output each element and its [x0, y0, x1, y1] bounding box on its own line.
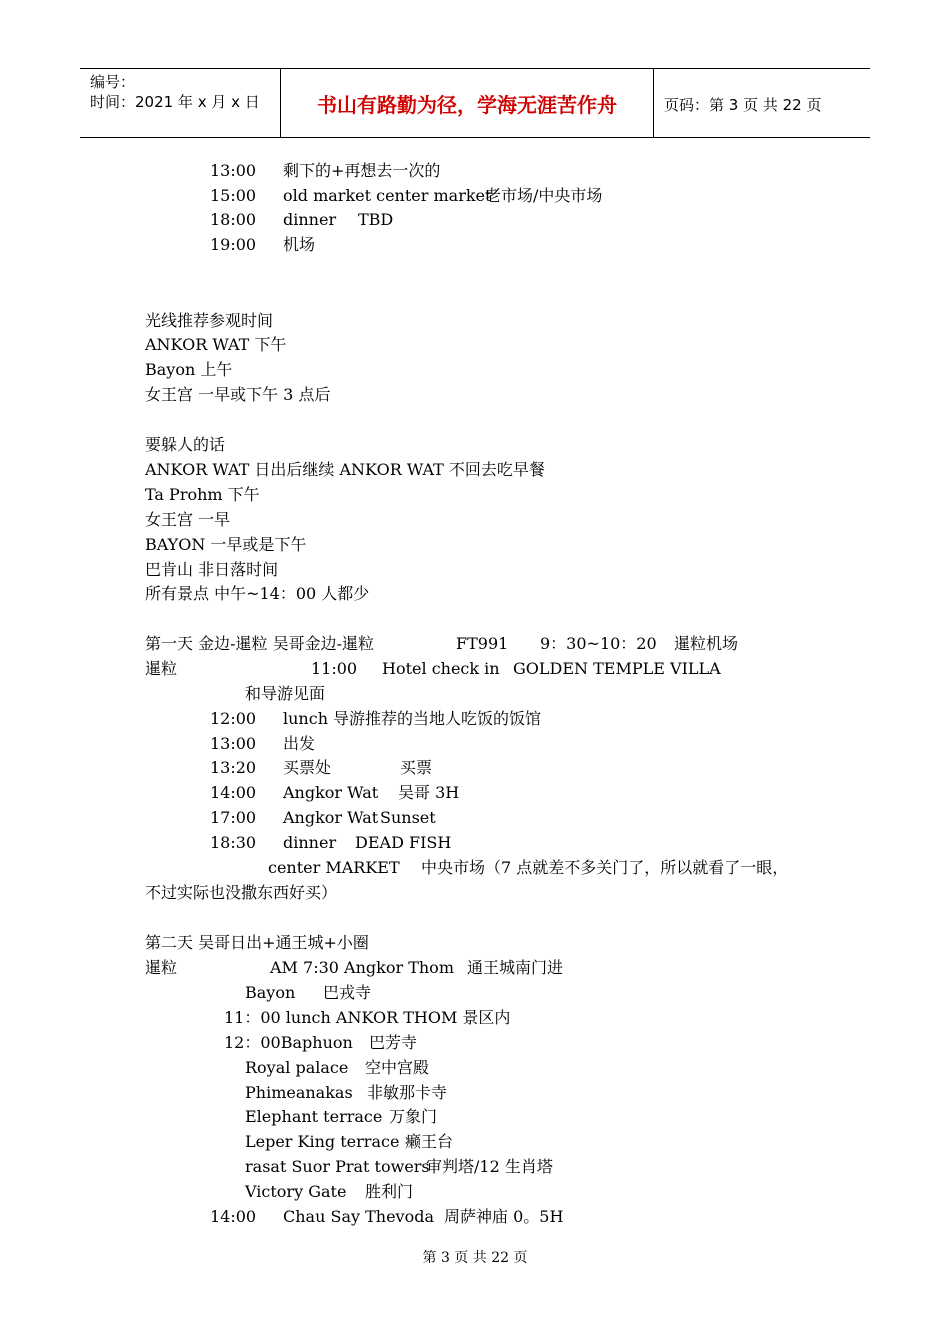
- schedule-time: 18:30: [210, 833, 257, 852]
- schedule-note: 老市场/中央市场: [485, 186, 603, 205]
- site-name: Royal palace: [245, 1058, 349, 1077]
- site-name-cn: 万象门: [389, 1107, 438, 1126]
- site-name: Elephant terrace: [245, 1107, 383, 1126]
- schedule-activity: dinner: [283, 210, 337, 229]
- text-line: 女王宫 一早: [145, 510, 231, 529]
- start-time: AM 7:30 Angkor Thom: [270, 958, 454, 977]
- text-line: 女王宫 一早或下午 3 点后: [145, 385, 331, 404]
- day-title: 第二天 吴哥日出+通王城+小圈: [145, 933, 369, 952]
- schedule-time: 13:00: [210, 734, 257, 753]
- site-name-cn: 癞王台: [405, 1132, 454, 1151]
- airport: 暹粒机场: [674, 634, 739, 653]
- schedule-time: 13:20: [210, 758, 257, 777]
- schedule-time: 19:00: [210, 235, 257, 254]
- text-line: Ta Prohm 下午: [145, 485, 260, 504]
- header-right-cell: [654, 69, 870, 137]
- header-left-cell: [80, 69, 281, 137]
- market-note: 中央市场（7 点就差不多关门了，所以就看了一眼，: [421, 858, 789, 877]
- schedule-time: 17:00: [210, 808, 257, 827]
- site-name: Leper King terrace: [245, 1132, 400, 1151]
- site-name: rasat Suor Prat towers: [245, 1157, 430, 1176]
- text-line: 巴肯山 非日落时间: [145, 560, 279, 579]
- schedule-activity: 买票处: [283, 758, 332, 777]
- site-name: 12：00Baphuon: [224, 1033, 353, 1052]
- schedule-note: 吴哥 3H: [398, 783, 460, 802]
- market-note-cont: 不过实际也没撒东西好买）: [145, 883, 338, 902]
- market-name: center MARKET: [268, 858, 400, 877]
- page-header: [80, 68, 870, 138]
- schedule-time: 14:00: [210, 783, 257, 802]
- schedule-activity: Angkor Wat: [283, 783, 379, 802]
- schedule-activity: 机场: [283, 235, 316, 254]
- schedule-note: TBD: [358, 210, 394, 229]
- schedule-activity: dinner: [283, 833, 337, 852]
- site-name-cn: 周萨神庙 0。5H: [444, 1207, 564, 1226]
- schedule-time: 13:00: [210, 161, 257, 180]
- text-line: BAYON 一早或是下午: [145, 535, 307, 554]
- page-footer: 第 3 页 共 22 页: [422, 1250, 528, 1266]
- header-page-info: 页码：第 3 页 共 22 页: [664, 96, 822, 114]
- schedule-activity: lunch: [283, 709, 328, 728]
- city: 暹粒: [145, 958, 178, 977]
- site-name: Bayon: [245, 983, 296, 1002]
- checkin: Hotel check in: [382, 659, 500, 678]
- section-title: 要躲人的话: [145, 435, 226, 454]
- document-number-label: 编号：: [90, 73, 136, 91]
- lunch-line: 11：00 lunch ANKOR THOM 景区内: [224, 1008, 511, 1027]
- site-name-cn: 巴芳寺: [369, 1033, 418, 1052]
- site-name: Chau Say Thevoda: [283, 1207, 434, 1226]
- schedule-time: 15:00: [210, 186, 257, 205]
- flight-time: 9：30~10：20: [540, 634, 657, 653]
- site-name-cn: 审判塔/12 生肖塔: [426, 1157, 553, 1176]
- schedule-activity: 出发: [283, 734, 316, 753]
- guide-meet: 和导游见面: [245, 684, 326, 703]
- site-name-cn: 非敏那卡寺: [367, 1083, 448, 1102]
- text-line: Bayon 上午: [145, 360, 233, 379]
- flight-number: FT991: [456, 634, 509, 653]
- hotel-name: GOLDEN TEMPLE VILLA: [513, 659, 721, 678]
- site-name: Phimeanakas: [245, 1083, 353, 1102]
- schedule-activity: old market center market: [283, 186, 492, 205]
- schedule-activity: 剩下的+再想去一次的: [283, 161, 441, 180]
- schedule-note: DEAD FISH: [355, 833, 452, 852]
- site-name: Victory Gate: [245, 1182, 347, 1201]
- schedule-note: 导游推荐的当地人吃饭的饭馆: [333, 709, 542, 728]
- text-line: 所有景点 中午~14：00 人都少: [145, 584, 370, 603]
- document-time-label: 时间：2021 年 x 月 x 日: [90, 93, 260, 111]
- schedule-time: 14:00: [210, 1207, 257, 1226]
- header-center-cell: [281, 69, 654, 137]
- schedule-note: Sunset: [380, 808, 436, 827]
- schedule-note: 买票: [400, 758, 433, 777]
- header-motto: 书山有路勤为径，学海无涯苦作舟: [317, 93, 617, 117]
- site-name-cn: 胜利门: [365, 1182, 414, 1201]
- text-line: ANKOR WAT 下午: [145, 335, 287, 354]
- schedule-time: 18:00: [210, 210, 257, 229]
- text-line: ANKOR WAT 日出后继续 ANKOR WAT 不回去吃早餐: [145, 460, 545, 479]
- site-name-cn: 巴戎寺: [323, 983, 372, 1002]
- day-title: 第一天 金边-暹粒 吴哥金边-暹粒: [145, 634, 374, 653]
- schedule-time: 12:00: [210, 709, 257, 728]
- section-title: 光线推荐参观时间: [145, 311, 274, 330]
- site-name-cn: 空中宫殿: [365, 1058, 430, 1077]
- checkin-time: 11:00: [311, 659, 358, 678]
- schedule-activity: Angkor Wat: [283, 808, 379, 827]
- start-note: 通王城南门进: [467, 958, 564, 977]
- city: 暹粒: [145, 659, 178, 678]
